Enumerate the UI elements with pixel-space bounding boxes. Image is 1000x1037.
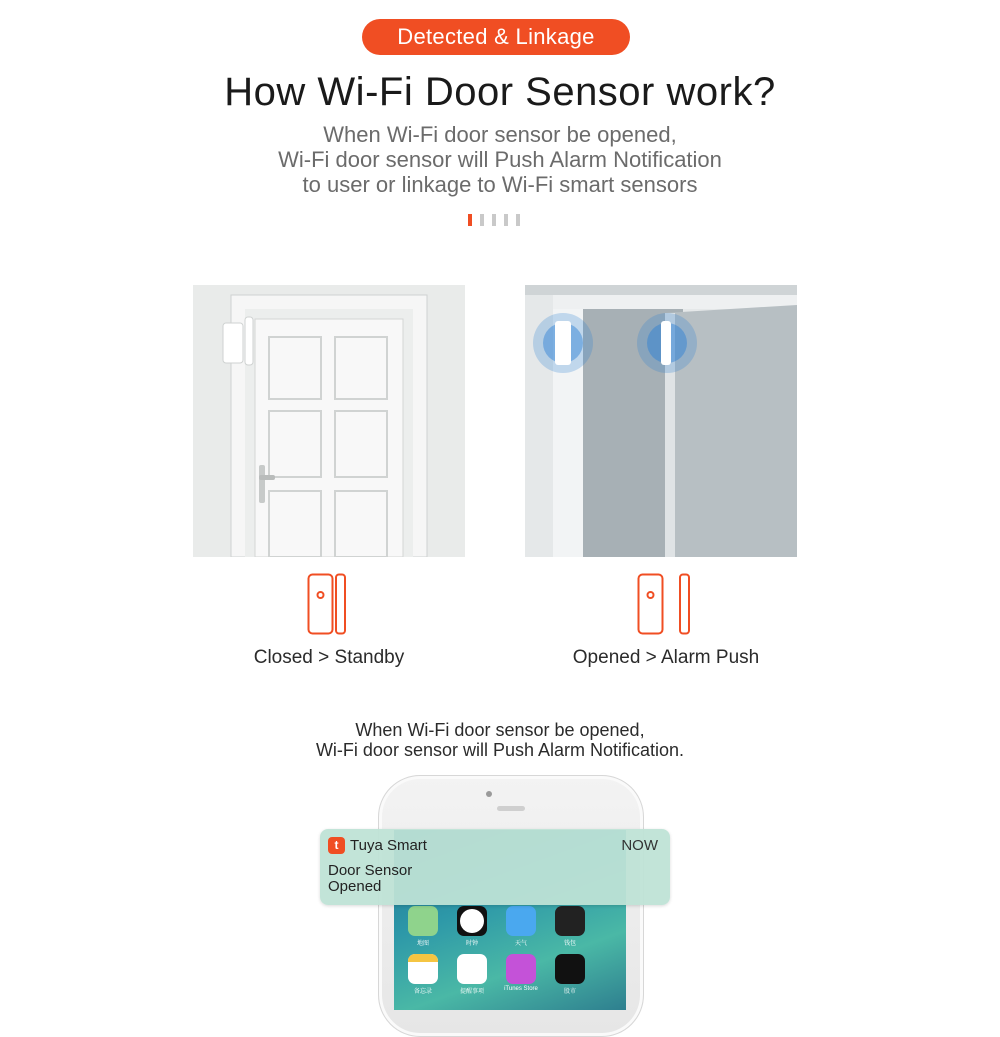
opened-door-illustration <box>525 285 797 557</box>
notification-note <box>0 720 1000 760</box>
app-label: 钱包 <box>563 941 576 947</box>
page-title: How Wi-Fi Door Sensor work? <box>224 70 776 114</box>
badge-detected-linkage: Detected & Linkage <box>362 19 630 55</box>
pager-dot <box>516 214 520 226</box>
note-line: Wi-Fi door sensor will Push Alarm Notification. <box>315 740 685 760</box>
app-label: iTunes Store <box>504 986 538 992</box>
notification-title: Door Sensor <box>328 862 413 879</box>
app-label: 天气 <box>514 941 527 947</box>
subtitle-line: to user or linkage to Wi-Fi smart sensors <box>302 172 698 197</box>
notification-time: NOW <box>621 837 658 854</box>
app-label: 时钟 <box>465 941 478 947</box>
push-notification[interactable] <box>320 829 670 905</box>
note-line: When Wi-Fi door sensor be opened, <box>355 720 645 740</box>
page-subtitle <box>0 122 1000 197</box>
sensor-closed-icon <box>307 573 347 635</box>
wallet-icon[interactable] <box>555 906 585 936</box>
phone-camera <box>486 791 492 797</box>
stocks-icon[interactable] <box>555 954 585 984</box>
phone-speaker <box>497 806 525 811</box>
notes-icon[interactable] <box>408 954 438 984</box>
tuya-app-icon: t <box>328 837 345 854</box>
app-label: 提醒事项 <box>459 989 484 995</box>
clock-icon[interactable] <box>457 906 487 936</box>
app-label: 股市 <box>563 989 576 995</box>
caption-opened-alarm-push: Opened > Alarm Push <box>572 647 760 668</box>
maps-icon[interactable] <box>408 906 438 936</box>
itunes-icon[interactable] <box>506 954 536 984</box>
pager-dot <box>480 214 484 226</box>
caption-closed-standby: Closed > Standby <box>253 647 405 668</box>
closed-door-photo <box>193 285 465 557</box>
notification-body: Opened <box>328 878 382 895</box>
pager-dot <box>504 214 508 226</box>
subtitle-line: When Wi-Fi door sensor be opened, <box>323 122 677 147</box>
subtitle-line: Wi-Fi door sensor will Push Alarm Notification <box>278 147 722 172</box>
opened-door-photo <box>525 285 797 557</box>
app-label: 备忘录 <box>413 989 432 995</box>
app-label: 地图 <box>416 941 429 947</box>
weather-icon[interactable] <box>506 906 536 936</box>
closed-door-illustration <box>193 285 465 557</box>
pager-dot-active <box>468 214 472 226</box>
sensor-opened-icon <box>637 573 691 635</box>
reminders-icon[interactable] <box>457 954 487 984</box>
notification-app-name: Tuya Smart <box>350 837 427 854</box>
pager-dot <box>492 214 496 226</box>
